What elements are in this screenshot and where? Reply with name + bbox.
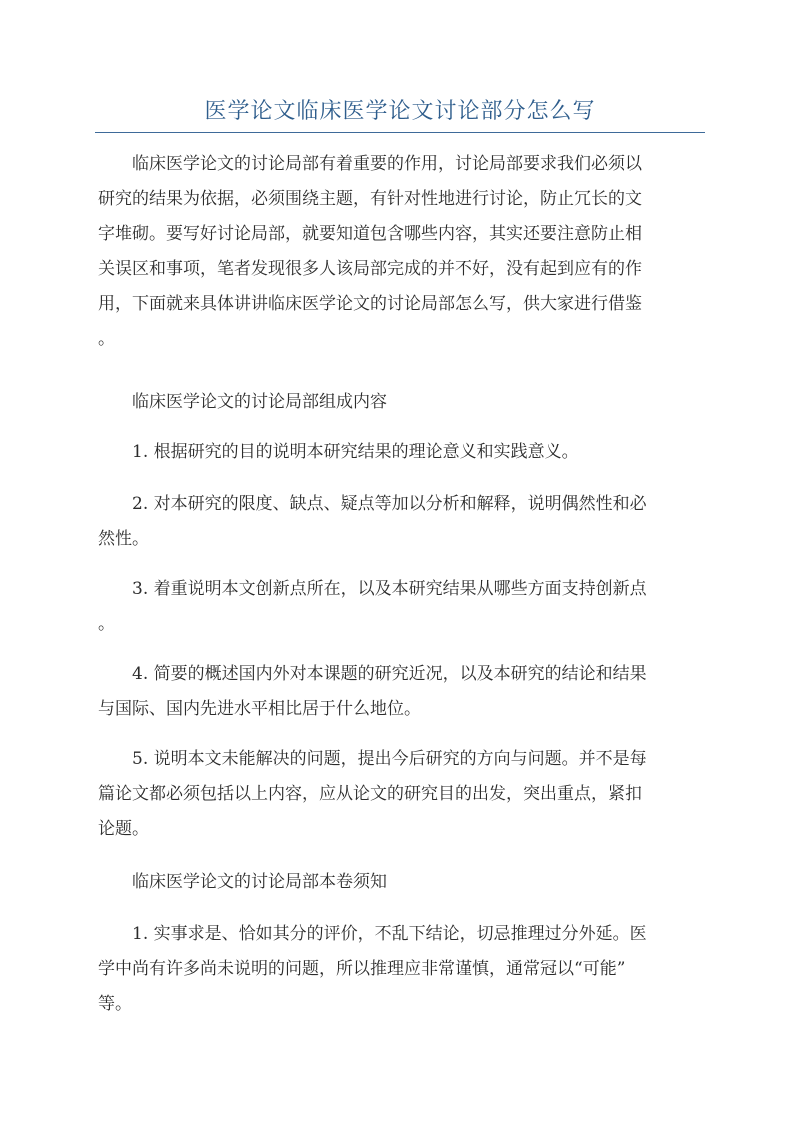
list-item-line: 5. 说明本文未能解决的问题，提出今后研究的方向与问题。并不是每 — [132, 749, 647, 769]
list-item-line: 1. 实事求是、恰如其分的评价，不乱下结论，切忌推理过分外延。医 — [132, 924, 647, 944]
list-item-line: 等。 — [98, 994, 132, 1014]
list-item — [98, 917, 702, 1022]
list-item-line: 2. 对本研究的限度、缺点、疑点等加以分析和解释，说明偶然性和必 — [132, 494, 647, 514]
list-item-line: 与国际、国内先进水平相比居于什么地位。 — [98, 699, 421, 719]
list-item-line: 学中尚有许多尚未说明的问题，所以推理应非常谨慎，通常冠以“可能” — [98, 959, 626, 979]
intro-line: 字堆砌。要写好讨论局部，就要知道包含哪些内容，其实还要注意防止相 — [98, 224, 642, 244]
list-item-line: 。 — [98, 614, 115, 634]
list-item — [98, 487, 702, 557]
section-heading-notes: 临床医学论文的讨论局部本卷须知 — [132, 872, 387, 892]
intro-line: 临床医学论文的讨论局部有着重要的作用，讨论局部要求我们必须以 — [132, 154, 642, 174]
title-underline — [95, 132, 705, 133]
list-item-line: 4. 简要的概述国内外对本课题的研究近况，以及本研究的结论和结果 — [132, 664, 647, 684]
document-title: 医学论文临床医学论文讨论部分怎么写 — [204, 99, 596, 124]
section-heading-composition: 临床医学论文的讨论局部组成内容 — [132, 392, 387, 412]
list-item — [98, 742, 702, 847]
list-item-line: 3. 着重说明本文创新点所在，以及本研究结果从哪些方面支持创新点 — [132, 579, 647, 599]
intro-line: 研究的结果为依据，必须围绕主题，有针对性地进行讨论，防止冗长的文 — [98, 189, 642, 209]
list-item-line: 1. 根据研究的目的说明本研究结果的理论意义和实践意义。 — [132, 442, 579, 462]
intro-line: 关误区和事项，笔者发现很多人该局部完成的并不好，没有起到应有的作 — [98, 259, 642, 279]
list-item-line: 然性。 — [98, 529, 149, 549]
list-item — [98, 435, 702, 470]
list-item-line: 论题。 — [98, 819, 149, 839]
intro-line: 。 — [98, 329, 115, 349]
list-item — [98, 572, 702, 642]
intro-line: 用，下面就来具体讲讲临床医学论文的讨论局部怎么写，供大家进行借鉴 — [98, 294, 642, 314]
list-item-line: 篇论文都必须包括以上内容，应从论文的研究目的出发，突出重点，紧扣 — [98, 784, 642, 804]
intro-paragraph — [98, 147, 702, 357]
list-item — [98, 657, 702, 727]
